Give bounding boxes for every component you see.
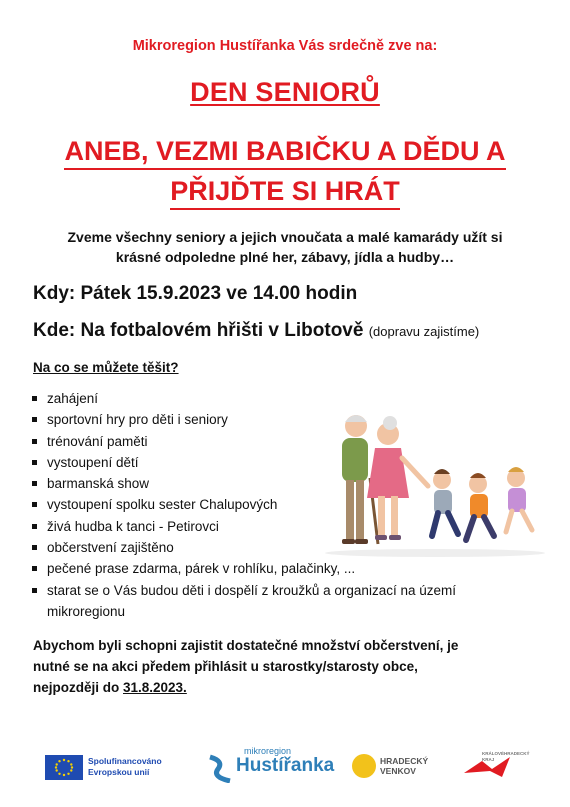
kraj-text (482, 751, 530, 763)
program-item: vystoupení dětí (25, 452, 505, 473)
hradecky-venkov-emblem-icon (352, 754, 376, 778)
event-title-text: DEN SENIORŮ (190, 77, 380, 107)
program-item: vystoupení spolku sester Chalupových (25, 494, 505, 515)
program-item: sportovní hry pro děti i seniory (25, 409, 505, 430)
eu-funding-text (88, 756, 162, 778)
program-item: živá hudba k tanci - Petirovci (25, 516, 505, 537)
eu-text-line-2: Evropskou unií (88, 767, 150, 777)
grandparents-children-illustration (320, 408, 550, 558)
intro-line-1: Zveme všechny seniory a jejich vnoučata a malé kamarády užít si (67, 229, 503, 245)
event-when: Kdy: Pátek 15.9.2023 ve 14.00 hodin (33, 283, 358, 304)
registration-line-1: Abychom byli schopni zajistit dostatečné množství občerstvení, je (33, 638, 459, 653)
event-where (33, 320, 479, 342)
program-item: trénování paměti (25, 431, 505, 452)
hv-line-1: HRADECKÝ (380, 756, 429, 766)
kraj-line-2: KRAJ (482, 757, 495, 762)
registration-line-2: nutné se na akci předem přihlásit u starostky/starosty obce, (33, 659, 418, 674)
hv-line-2: VENKOV (380, 766, 416, 776)
where-text: Kde: Na fotbalovém hřišti v Libotově (33, 320, 364, 341)
invite-line: Mikroregion Hustířanka Vás srdečně zve na: (132, 38, 438, 54)
program-item: barmanská show (25, 473, 505, 494)
hradecky-venkov-logo (352, 752, 442, 784)
program-item: občerstvení zajištěno (25, 537, 505, 558)
hradecky-venkov-text (380, 756, 428, 776)
kralovehradecky-kraj-logo (462, 751, 532, 781)
registration-prefix: nejpozději do (33, 680, 123, 695)
event-title (0, 77, 570, 108)
event-subtitle (0, 131, 570, 211)
program-item: pečené prase zdarma, párek v rohlíku, palačinky, ... (25, 558, 505, 579)
program-heading: Na co se můžete těšit? (33, 360, 179, 375)
mikroregion-name: Hustířanka (236, 755, 335, 776)
program-item: zahájení (25, 388, 505, 409)
subtitle-line-1: ANEB, VEZMI BABIČKU A DĚDU A (64, 134, 505, 170)
eu-flag-icon (45, 755, 83, 780)
mikroregion-small-text: mikroregion (244, 746, 292, 756)
mikroregion-logo (206, 745, 335, 785)
registration-deadline: 31.8.2023. (123, 680, 187, 695)
transport-note: (dopravu zajistíme) (368, 324, 480, 339)
registration-note (33, 635, 543, 698)
intro-text (0, 227, 570, 267)
river-wave-icon (206, 753, 234, 783)
kraj-line-1: KRÁLOVÉHRADECKÝ (482, 751, 530, 756)
partner-logos (0, 745, 570, 790)
subtitle-line-2: PŘIJĎTE SI HRÁT (170, 174, 400, 210)
intro-line-2: krásné odpoledne plné her, zábavy, jídla a hudby… (115, 249, 455, 265)
registration-line-3 (33, 677, 543, 698)
program-item-continuation: mikroregionu (47, 603, 126, 619)
program-item: starat se o Vás budou děti i dospělí z kroužků a organizací na území (25, 580, 505, 601)
eu-text-line-1: Spolufinancováno (88, 756, 162, 766)
